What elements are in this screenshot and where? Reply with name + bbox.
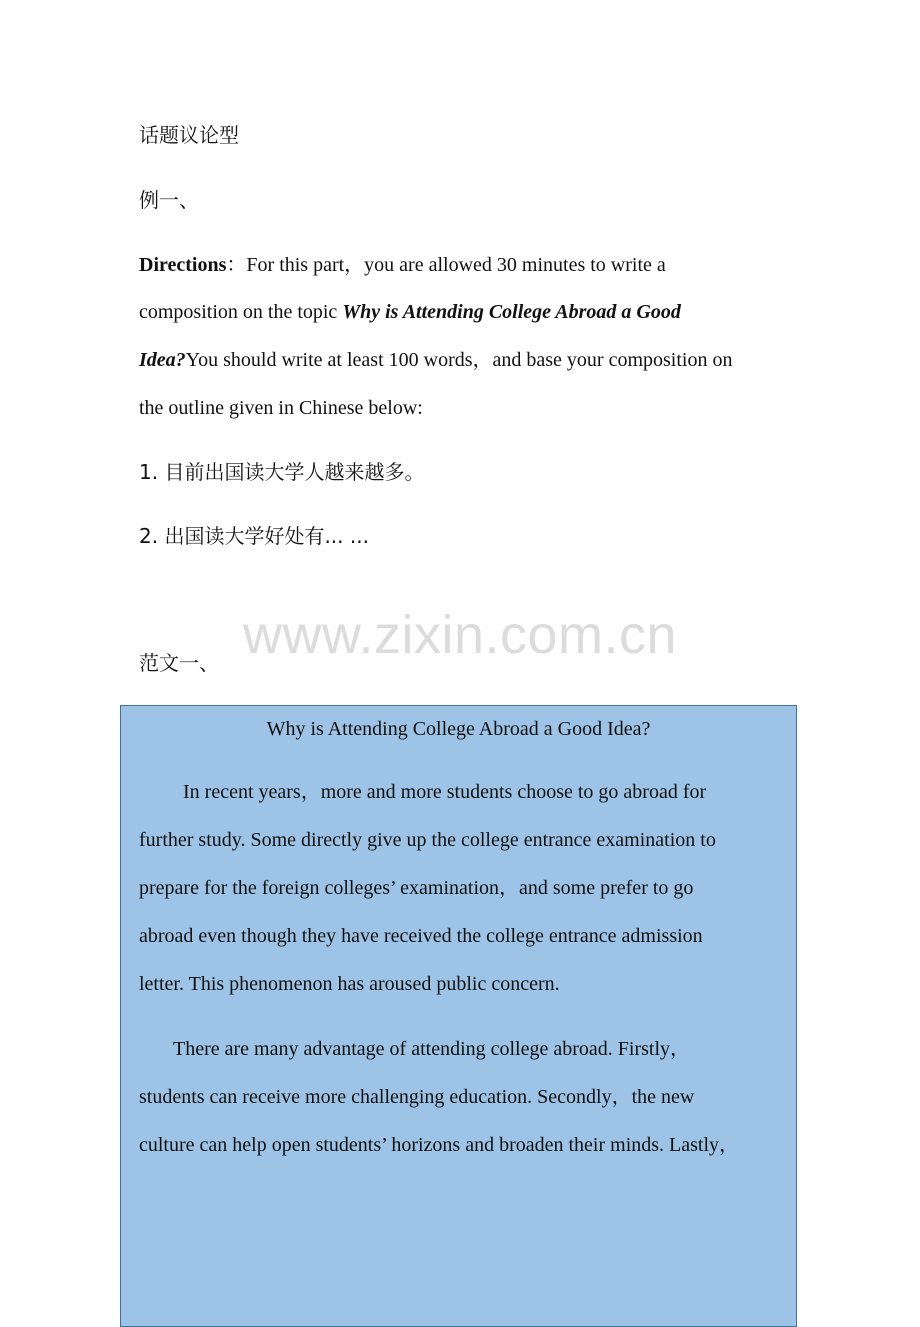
essay-p2-line-1: There are many advantage of attending college abroad. Firstly， (173, 1038, 691, 1060)
essay-p2-line-2: students can receive more challenging education. Secondly，the new (139, 1086, 695, 1108)
topic-title-part-2: Idea? (139, 349, 186, 371)
directions-line-1 (139, 250, 666, 279)
directions-line-3 (139, 346, 732, 374)
essay-p1-line-5: letter. This phenomenon has aroused public concern. (139, 973, 560, 995)
essay-p1-line-2: further study. Some directly give up the college entrance examination to (139, 829, 716, 851)
sample-essay-box (120, 705, 797, 1327)
essay-title: Why is Attending College Abroad a Good Idea? (266, 718, 651, 740)
outline-item-1: 1. 目前出国读大学人越来越多。 (139, 460, 425, 484)
sample-label: 范文一、 (139, 651, 219, 675)
page-heading: 话题议论型 (139, 123, 239, 147)
essay-p1-line-1: In recent years，more and more students choose to go abroad for (183, 781, 707, 803)
directions-line-2 (139, 298, 681, 326)
watermark: www.zixin.com.cn (242, 605, 678, 665)
example-label: 例一、 (139, 188, 199, 212)
directions-text-2: composition on the topic (139, 301, 343, 323)
directions-text-1: For this part，you are allowed 30 minutes to write a (246, 254, 666, 276)
topic-title-part-1: Why is Attending College Abroad a Good (342, 301, 681, 323)
essay-p1-line-3: prepare for the foreign colleges’ examination，and some prefer to go (139, 877, 694, 899)
essay-p2-line-3: culture can help open students’ horizons and broaden their minds. Lastly， (139, 1134, 740, 1156)
outline-item-2: 2. 出国读大学好处有... ... (139, 524, 369, 548)
directions-label: Directions (139, 254, 227, 276)
directions-line-4: the outline given in Chinese below: (139, 397, 423, 419)
essay-p1-line-4: abroad even though they have received the college entrance admission (139, 925, 703, 947)
directions-colon: ： (226, 252, 247, 276)
directions-text-3: You should write at least 100 words，and base your composition on (185, 349, 733, 371)
